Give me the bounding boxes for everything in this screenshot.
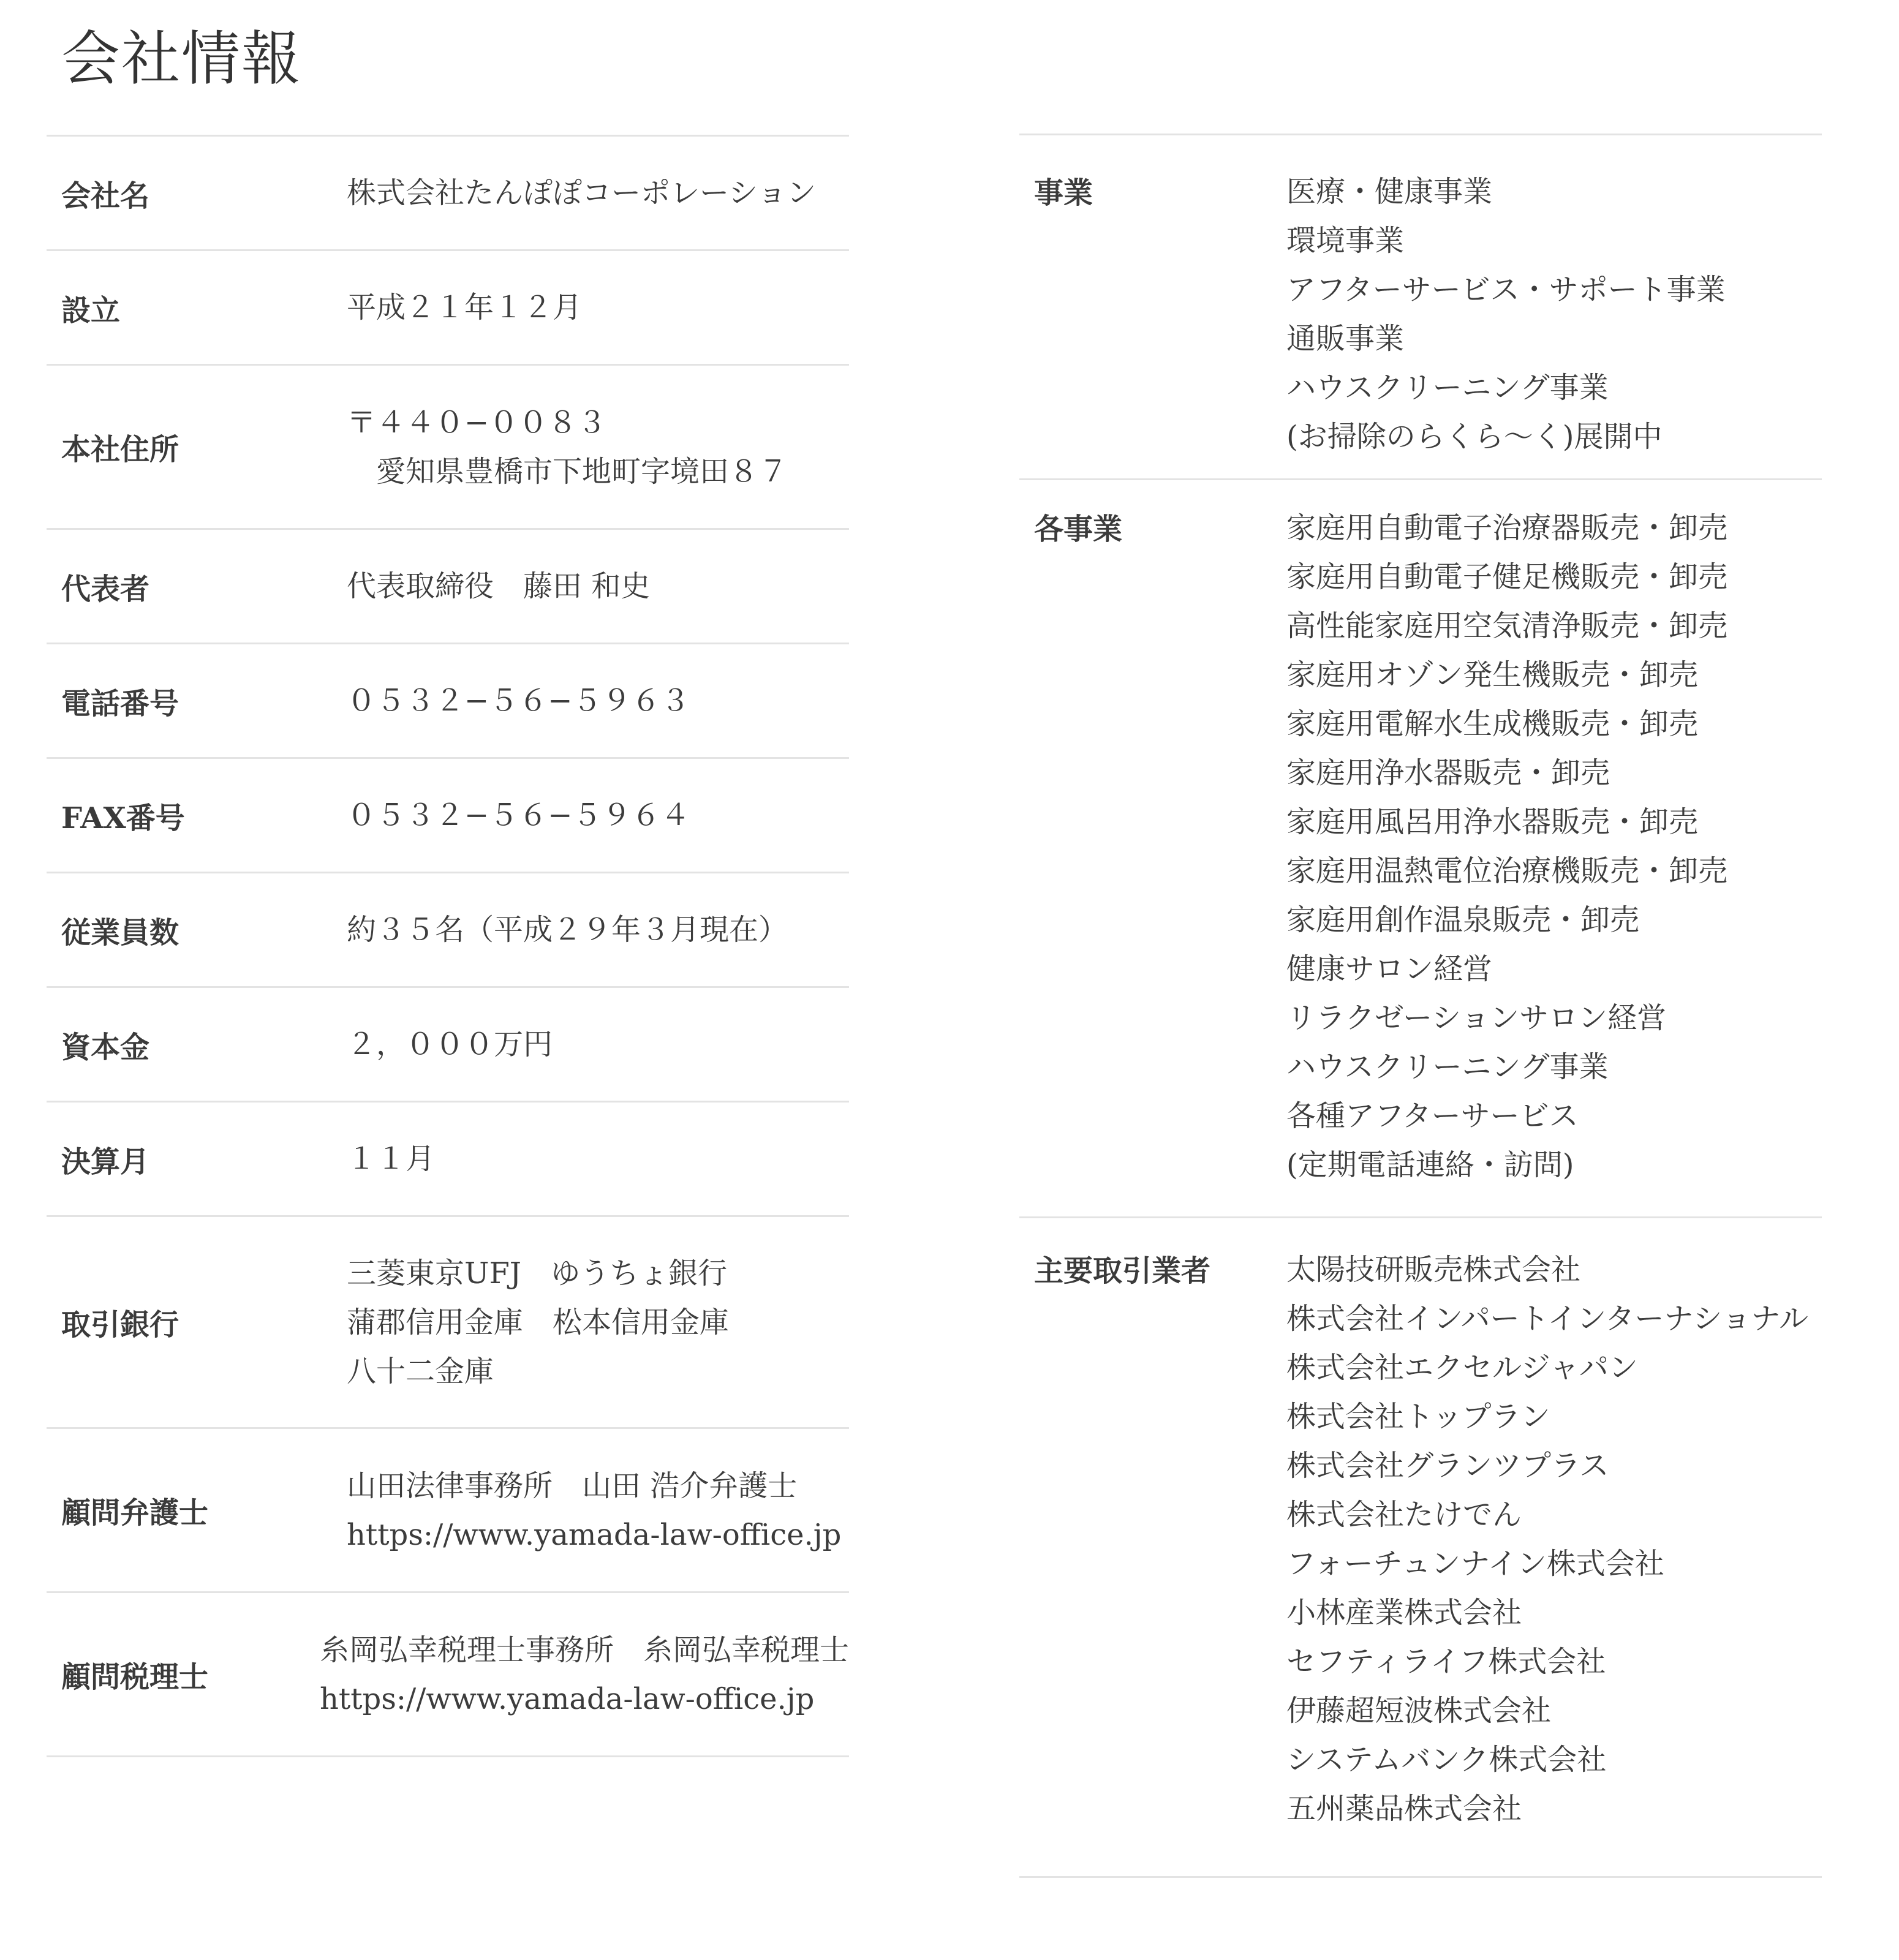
- row-value: [1286, 167, 1726, 461]
- value-line: 代表取締役 藤田 和史: [347, 569, 651, 603]
- value-line: 家庭用電解水生成機販売・卸売: [1286, 707, 1699, 741]
- value-line: 株式会社インパートインターナショナル: [1286, 1302, 1809, 1336]
- company-info-table: [47, 135, 849, 1757]
- advisor-website-link[interactable]: https://www.yamada-law-office.jp: [347, 1517, 842, 1552]
- row-main-partners: [1019, 1218, 1822, 1878]
- row-label: 各事業: [1034, 512, 1123, 546]
- value-line: 株式会社グランツプラス: [1286, 1449, 1609, 1483]
- value-line: アフターサービス・サポート事業: [1286, 273, 1726, 307]
- row-employees: [47, 873, 849, 988]
- value-line: ０５３２−５６−５９６３: [347, 684, 690, 718]
- row-label: 本社住所: [61, 432, 179, 467]
- value-line: リラクゼーションサロン経営: [1286, 1001, 1667, 1035]
- value-line: 株式会社トップラン: [1286, 1400, 1550, 1434]
- row-tax-advisor: [47, 1593, 849, 1757]
- row-value: [347, 1134, 435, 1183]
- row-label: 設立: [61, 293, 121, 328]
- row-label: 会社名: [61, 178, 150, 213]
- advisor-website-link[interactable]: https://www.yamada-law-office.jp: [319, 1681, 815, 1716]
- value-line: 約３５名（平成２９年３月現在）: [347, 913, 788, 947]
- value-line: フォーチュンナイン株式会社: [1286, 1547, 1664, 1581]
- value-line: 健康サロン経営: [1286, 952, 1493, 986]
- value-line: システムバンク株式会社: [1286, 1743, 1607, 1777]
- value-line: 家庭用創作温泉販売・卸売: [1286, 903, 1640, 937]
- value-line: セフティライフ株式会社: [1286, 1645, 1606, 1679]
- row-value: [347, 168, 816, 217]
- row-label: 主要取引業者: [1034, 1254, 1211, 1288]
- value-line: 五州薬品株式会社: [1286, 1792, 1522, 1826]
- value-line: 伊藤超短波株式会社: [1286, 1694, 1552, 1728]
- value-line: 八十二金庫: [347, 1354, 494, 1389]
- row-value: [347, 905, 788, 954]
- page-title: 会社情報: [61, 24, 301, 93]
- value-line: 平成２１年１２月: [347, 290, 583, 325]
- row-value: [347, 676, 690, 725]
- value-line: 家庭用風呂用浄水器販売・卸売: [1286, 805, 1699, 839]
- value-line: 山田法律事務所 山田 浩介弁護士: [347, 1468, 798, 1503]
- value-line: 太陽技研販売株式会社: [1286, 1253, 1581, 1287]
- row-label: 顧問税理士: [61, 1660, 209, 1694]
- value-line: 株式会社エクセルジャパン: [1286, 1351, 1638, 1385]
- row-value: [347, 1249, 729, 1396]
- row-label: FAX番号: [61, 801, 185, 835]
- value-line: 糸岡弘幸税理士事務所 糸岡弘幸税理士: [319, 1632, 849, 1667]
- value-line: (お掃除のらくら〜く)展開中: [1286, 420, 1663, 454]
- value-line: 三菱東京UFJ ゆうちょ銀行: [347, 1256, 728, 1291]
- row-capital: [47, 988, 849, 1102]
- row-each-business: [1019, 480, 1822, 1218]
- value-line: 家庭用自動電子治療器販売・卸売: [1286, 511, 1728, 545]
- row-legal-advisor: [47, 1429, 849, 1593]
- value-line: (定期電話連絡・訪問): [1286, 1148, 1574, 1182]
- value-line: 通販事業: [1286, 322, 1405, 356]
- row-value: [1286, 1245, 1808, 1833]
- row-business: [1019, 135, 1822, 480]
- row-label: 顧問弁護士: [61, 1496, 209, 1530]
- row-label: 事業: [1034, 176, 1093, 210]
- value-line: ０５３２−５６−５９６４: [347, 798, 690, 832]
- row-value: [1286, 503, 1727, 1189]
- row-label: 資本金: [61, 1030, 150, 1065]
- value-line: 蒲郡信用金庫 松本信用金庫: [347, 1305, 730, 1340]
- row-banks: [47, 1217, 849, 1429]
- row-value: [347, 562, 650, 611]
- row-value: [347, 1020, 553, 1069]
- row-representative: [47, 530, 849, 644]
- row-label: 電話番号: [61, 686, 179, 721]
- row-label: 取引銀行: [61, 1308, 179, 1342]
- row-phone-number: [47, 644, 849, 759]
- row-label: 決算月: [61, 1144, 150, 1179]
- row-label: 代表者: [61, 571, 150, 606]
- value-line: 〒４４０−００８３: [347, 405, 607, 440]
- value-line: 高性能家庭用空気清浄販売・卸売: [1286, 609, 1728, 643]
- value-line: ハウスクリーニング事業: [1286, 1050, 1609, 1084]
- value-line: 家庭用オゾン発生機販売・卸売: [1286, 658, 1699, 692]
- value-line: 家庭用浄水器販売・卸売: [1286, 756, 1610, 790]
- row-fax-number: [47, 759, 849, 873]
- row-established: [47, 251, 849, 366]
- row-head-office-address: [47, 366, 849, 530]
- business-info-table: [1019, 134, 1822, 1878]
- value-line: 家庭用温熱電位治療機販売・卸売: [1286, 854, 1728, 888]
- row-value: [347, 398, 788, 496]
- row-fiscal-month: [47, 1102, 849, 1217]
- value-line: 環境事業: [1286, 224, 1405, 258]
- row-value: [347, 283, 582, 332]
- value-line: ２，０００万円: [347, 1027, 553, 1061]
- row-company-name: [47, 137, 849, 251]
- value-line: 家庭用自動電子健足機販売・卸売: [1286, 560, 1728, 594]
- value-line: 医療・健康事業: [1286, 175, 1493, 209]
- value-line: ハウスクリーニング事業: [1286, 371, 1609, 405]
- value-line: 株式会社たんぽぽコーポレーション: [347, 176, 817, 210]
- row-value: [347, 1461, 841, 1559]
- value-line: 小林産業株式会社: [1286, 1596, 1522, 1630]
- row-value: [320, 1626, 849, 1724]
- value-line: 各種アフターサービス: [1286, 1099, 1579, 1133]
- value-line: 愛知県豊橋市下地町字境田８７: [347, 454, 788, 489]
- value-line: １１月: [347, 1142, 436, 1176]
- value-line: 株式会社たけでん: [1286, 1498, 1522, 1532]
- row-value: [347, 791, 690, 840]
- row-label: 従業員数: [61, 915, 179, 950]
